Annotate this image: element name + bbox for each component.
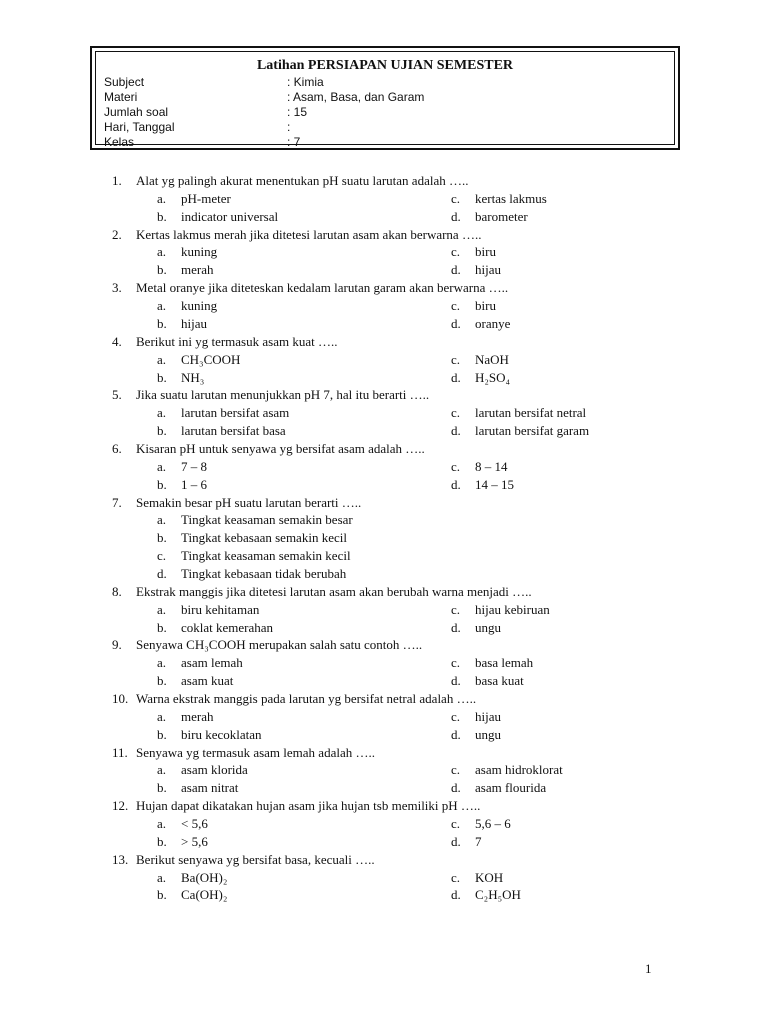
question-number: 12.: [112, 798, 129, 814]
option-text: merah: [181, 262, 214, 278]
option-letter: a.: [157, 458, 167, 474]
option-letter: a.: [157, 351, 167, 367]
option-text: biru: [475, 298, 496, 313]
option-letter: c.: [157, 548, 167, 564]
info-value: : Kimia: [287, 75, 324, 89]
question-text: Berikut senyawa yg bersifat basa, kecuali …..: [136, 851, 375, 867]
info-label: Subject: [104, 75, 145, 89]
option-text: hijau: [181, 315, 207, 331]
option-letter: a.: [157, 298, 167, 313]
option-text: merah: [181, 708, 214, 724]
option-letter: d.: [451, 673, 461, 689]
question-text: Berikut ini yg termasuk asam kuat …..: [136, 333, 338, 349]
option-text: basa lemah: [475, 655, 534, 671]
option-text: hijau: [475, 708, 501, 724]
option-row: [0, 726, 768, 744]
option-letter: a.: [157, 708, 167, 724]
option-text: asam flourida: [475, 780, 547, 796]
page-number: 1: [645, 961, 652, 976]
option-row: [0, 779, 768, 797]
option-text: biru kehitaman: [181, 601, 260, 617]
option-letter: d.: [451, 833, 461, 849]
option-row: [0, 601, 768, 619]
option-letter: a.: [157, 405, 167, 421]
option-row: [0, 297, 768, 315]
option-row: [0, 619, 768, 637]
question-item: [0, 583, 768, 601]
question-number: 9.: [112, 637, 122, 653]
question-text: Warna ekstrak manggis pada larutan yg bersifat netral adalah …..: [136, 690, 477, 706]
question-item: [0, 386, 768, 404]
info-value: :: [287, 120, 291, 134]
option-row: [0, 547, 768, 565]
option-text: KOH: [475, 869, 504, 885]
question-text: Hujan dapat dikatakan hujan asam jika hujan tsb memiliki pH …..: [136, 798, 481, 814]
option-row: [0, 761, 768, 779]
info-label: Materi: [104, 90, 138, 104]
option-letter: b.: [157, 780, 167, 796]
question-item: [0, 690, 768, 708]
option-text: larutan bersifat netral: [475, 405, 587, 421]
option-row: [0, 708, 768, 726]
option-row: [0, 422, 768, 440]
option-letter: d.: [451, 476, 461, 492]
option-text: NaOH: [475, 351, 509, 367]
option-row: [0, 672, 768, 690]
question-item: [0, 333, 768, 351]
question-number: 7.: [112, 494, 122, 510]
question-number: 1.: [112, 173, 122, 188]
option-text: 14 – 15: [475, 476, 514, 492]
question-number: 13.: [112, 851, 129, 867]
option-letter: b.: [157, 262, 167, 278]
question-number: 6.: [112, 440, 122, 456]
option-text: 8 – 14: [475, 458, 508, 474]
option-row: [0, 208, 768, 226]
option-row: [0, 869, 768, 887]
option-text: Tingkat kebasaan tidak berubah: [181, 565, 347, 581]
question-text: Metal oranye jika diteteskan kedalam larutan garam akan berwarna …..: [136, 280, 509, 296]
option-letter: d.: [451, 887, 461, 903]
option-letter: b.: [157, 530, 167, 546]
option-row: [0, 654, 768, 672]
option-row: [0, 833, 768, 851]
option-letter: d.: [157, 565, 167, 581]
option-text: ungu: [475, 619, 501, 635]
option-letter: a.: [157, 869, 167, 885]
option-letter: b.: [157, 673, 167, 689]
option-letter: c.: [451, 190, 461, 206]
question-item: [0, 797, 768, 815]
exam-header-inner: [95, 51, 675, 149]
option-text: asam kuat: [181, 673, 234, 689]
option-letter: d.: [451, 262, 461, 278]
option-letter: c.: [451, 601, 461, 617]
question-text: Jika suatu larutan menunjukkan pH 7, hal itu berarti …..: [136, 387, 430, 403]
question-number: 5.: [112, 387, 122, 403]
option-text: H₂SO₄: [475, 369, 511, 385]
option-text: Ca(OH)₂: [181, 887, 228, 903]
question-item: [0, 172, 768, 190]
option-row: [0, 815, 768, 833]
option-row: [0, 190, 768, 208]
option-text: asam klorida: [181, 762, 248, 778]
option-letter: a.: [157, 244, 167, 260]
option-letter: a.: [157, 512, 167, 528]
option-text: asam hidroklorat: [475, 762, 563, 778]
question-text: Alat yg palingh akurat menentukan pH suatu larutan adalah …..: [136, 173, 469, 188]
option-text: Tingkat keasaman semakin besar: [181, 512, 353, 528]
option-letter: c.: [451, 655, 461, 671]
option-text: 7 – 8: [181, 458, 207, 474]
option-text: kertas lakmus: [475, 190, 547, 206]
option-row: [0, 511, 768, 529]
info-label: Kelas: [104, 135, 135, 149]
option-letter: c.: [451, 816, 461, 831]
option-row: [0, 315, 768, 333]
option-text: NH₃: [181, 369, 205, 385]
option-letter: c.: [451, 244, 461, 260]
option-letter: b.: [157, 619, 167, 635]
option-letter: d.: [451, 423, 461, 438]
option-letter: d.: [451, 208, 461, 224]
option-letter: b.: [157, 315, 167, 331]
option-letter: a.: [157, 190, 167, 206]
option-text: larutan bersifat garam: [475, 423, 590, 438]
question-number: 2.: [112, 226, 122, 242]
question-number: 10.: [112, 690, 129, 706]
option-letter: a.: [157, 816, 167, 831]
option-text: Tingkat keasaman semakin kecil: [181, 548, 351, 564]
option-letter: c.: [451, 708, 461, 724]
option-letter: d.: [451, 726, 461, 742]
info-value: : 15: [287, 105, 308, 119]
question-text: Semakin besar pH suatu larutan berarti …..: [136, 494, 362, 510]
option-text: larutan bersifat basa: [181, 423, 286, 438]
option-row: [0, 529, 768, 547]
question-text: Senyawa yg termasuk asam lemah adalah …..: [136, 744, 375, 760]
option-letter: c.: [451, 405, 461, 421]
option-row: [0, 351, 768, 369]
option-row: [0, 458, 768, 476]
question-text: Kertas lakmus merah jika ditetesi larutan asam akan berwarna …..: [136, 226, 482, 242]
option-text: asam lemah: [181, 655, 243, 671]
option-letter: b.: [157, 208, 167, 224]
option-letter: b.: [157, 476, 167, 492]
option-text: biru: [475, 244, 496, 260]
option-letter: c.: [451, 869, 461, 885]
option-text: pH-meter: [181, 190, 231, 206]
info-value: : 7: [287, 135, 301, 149]
option-text: < 5,6: [181, 816, 208, 831]
option-row: [0, 404, 768, 422]
option-letter: b.: [157, 887, 167, 903]
question-number: 11.: [112, 744, 128, 760]
option-letter: d.: [451, 780, 461, 796]
option-letter: c.: [451, 298, 461, 313]
question-item: [0, 636, 768, 654]
option-letter: b.: [157, 726, 167, 742]
question-item: [0, 851, 768, 869]
option-text: 1 – 6: [181, 476, 207, 492]
option-letter: b.: [157, 369, 167, 385]
question-item: [0, 494, 768, 512]
option-text: biru kecoklatan: [181, 726, 262, 742]
option-letter: c.: [451, 351, 461, 367]
option-text: 7: [475, 833, 482, 849]
option-text: oranye: [475, 315, 511, 331]
question-item: [0, 226, 768, 244]
option-text: barometer: [475, 208, 528, 224]
question-text: Senyawa CH₃COOH merupakan salah satu contoh …..: [136, 637, 423, 653]
option-text: 5,6 – 6: [475, 816, 511, 831]
option-letter: a.: [157, 762, 167, 778]
exam-title: Latihan PERSIAPAN UJIAN SEMESTER: [256, 58, 514, 73]
option-text: basa kuat: [475, 673, 524, 689]
info-label: Jumlah soal: [104, 105, 169, 119]
question-number: 4.: [112, 333, 122, 349]
option-row: [0, 565, 768, 583]
exam-header-box: [90, 46, 680, 150]
question-text: Ekstrak manggis jika ditetesi larutan asam akan berubah warna menjadi …..: [136, 583, 532, 599]
option-letter: a.: [157, 601, 167, 617]
option-text: hijau: [475, 262, 501, 278]
option-letter: c.: [451, 762, 461, 778]
question-item: [0, 279, 768, 297]
option-row: [0, 261, 768, 279]
option-text: kuning: [181, 298, 218, 313]
option-letter: b.: [157, 423, 167, 438]
option-letter: c.: [451, 458, 461, 474]
option-text: Ba(OH)₂: [181, 869, 228, 885]
option-text: asam nitrat: [181, 780, 239, 796]
option-text: coklat kemerahan: [181, 619, 274, 635]
info-value: : Asam, Basa, dan Garam: [287, 90, 425, 104]
option-text: hijau kebiruan: [475, 601, 550, 617]
option-text: > 5,6: [181, 833, 208, 849]
option-row: [0, 243, 768, 261]
option-row: [0, 476, 768, 494]
option-row: [0, 886, 768, 904]
question-item: [0, 440, 768, 458]
option-letter: d.: [451, 369, 461, 385]
option-letter: d.: [451, 315, 461, 331]
option-text: larutan bersifat asam: [181, 405, 290, 421]
option-letter: d.: [451, 619, 461, 635]
option-row: [0, 369, 768, 387]
question-number: 3.: [112, 280, 122, 296]
question-text: Kisaran pH untuk senyawa yg bersifat asam adalah …..: [136, 440, 425, 456]
option-letter: a.: [157, 655, 167, 671]
question-item: [0, 744, 768, 762]
option-text: ungu: [475, 726, 501, 742]
option-text: indicator universal: [181, 208, 279, 224]
option-text: CH₃COOH: [181, 351, 241, 367]
info-label: Hari, Tanggal: [104, 120, 175, 134]
option-letter: b.: [157, 833, 167, 849]
option-text: Tingkat kebasaan semakin kecil: [181, 530, 347, 546]
option-text: C₂H₅OH: [475, 887, 521, 903]
option-text: kuning: [181, 244, 218, 260]
question-number: 8.: [112, 583, 122, 599]
